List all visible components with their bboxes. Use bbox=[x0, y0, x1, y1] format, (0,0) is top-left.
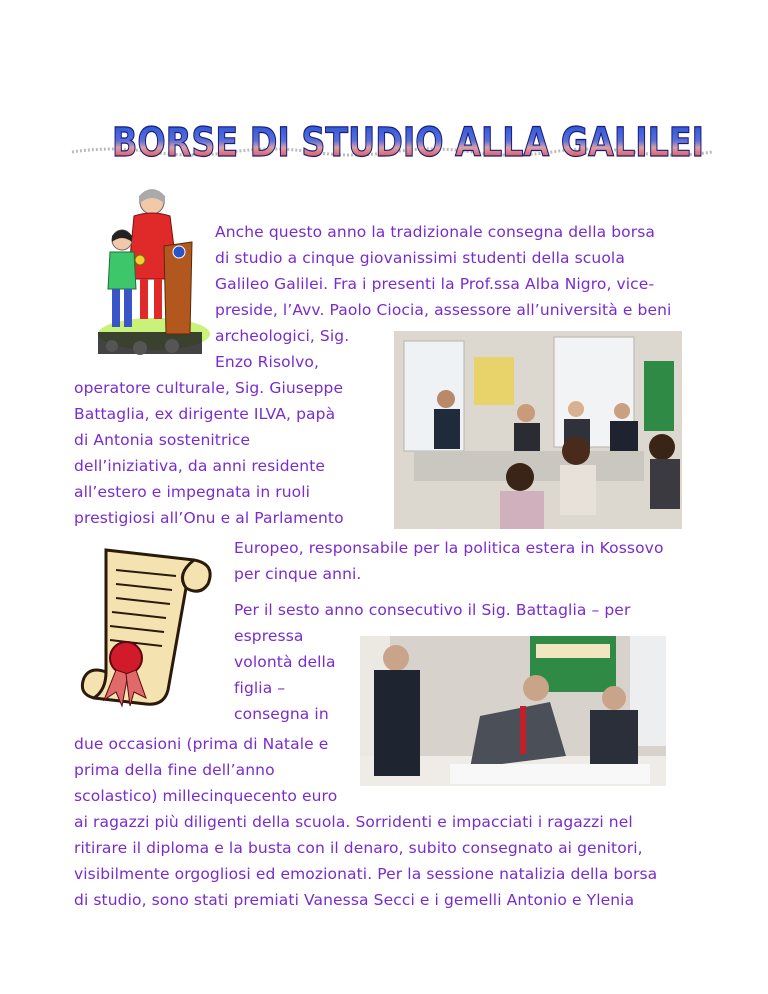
text-line: scolastico) millecinquecento euro bbox=[74, 787, 338, 805]
text-line: preside, l’Avv. Paolo Ciocia, assessore all’università e beni bbox=[215, 301, 672, 319]
text-line: Anche questo anno la tradizionale consegna della borsa bbox=[215, 223, 656, 241]
text-line: Europeo, responsabile per la politica estera in Kossovo bbox=[234, 539, 664, 557]
text-line: prima della fine dell’anno bbox=[74, 761, 275, 779]
text-line: di Antonia sostenitrice bbox=[74, 431, 251, 449]
text-line: operatore culturale, Sig. Giuseppe bbox=[74, 379, 344, 397]
text-line: consegna in bbox=[234, 705, 329, 723]
text-line: Enzo Risolvo, bbox=[215, 353, 319, 371]
text-line: prestigiosi all’Onu e al Parlamento bbox=[74, 509, 344, 527]
text-line: dell’iniziativa, da anni residente bbox=[74, 457, 326, 475]
text-line: per cinque anni. bbox=[234, 565, 362, 583]
text-line: di studio a cinque giovanissimi studenti della scuola bbox=[215, 249, 625, 267]
text-line: archeologici, Sig. bbox=[215, 327, 350, 345]
signing-photo bbox=[360, 636, 666, 786]
text-line: Per il sesto anno consecutivo il Sig. Battaglia – per bbox=[234, 601, 631, 619]
text-line: volontà della bbox=[234, 653, 336, 671]
text-line: Battaglia, ex dirigente ILVA, papà bbox=[74, 405, 336, 423]
text-line: ritirare il diploma e la busta con il denaro, subito consegnato ai genitori, bbox=[74, 839, 643, 857]
text-line: figlia – bbox=[234, 679, 286, 697]
text-line: espressa bbox=[234, 627, 304, 645]
classroom-photo bbox=[394, 331, 682, 529]
text-line: di studio, sono stati premiati Vanessa Secci e i gemelli Antonio e Ylenia bbox=[74, 891, 635, 909]
text-line: due occasioni (prima di Natale e bbox=[74, 735, 329, 753]
title-wordart bbox=[72, 112, 712, 172]
text-line: visibilmente orgogliosi ed emozionati. Per la sessione natalizia della borsa bbox=[74, 865, 658, 883]
podium-clipart bbox=[92, 184, 207, 356]
text-line: Galileo Galilei. Fra i presenti la Prof.ssa Alba Nigro, vice- bbox=[215, 275, 655, 293]
text-line: all’estero e impegnata in ruoli bbox=[74, 483, 311, 501]
text-line: ai ragazzi più diligenti della scuola. Sorridenti e impacciati i ragazzi nel bbox=[74, 813, 633, 831]
article-title bbox=[72, 112, 712, 172]
diploma-scroll-clipart bbox=[76, 540, 221, 712]
title-text: BORSE DI STUDIO ALLA GALILEI bbox=[112, 120, 704, 166]
